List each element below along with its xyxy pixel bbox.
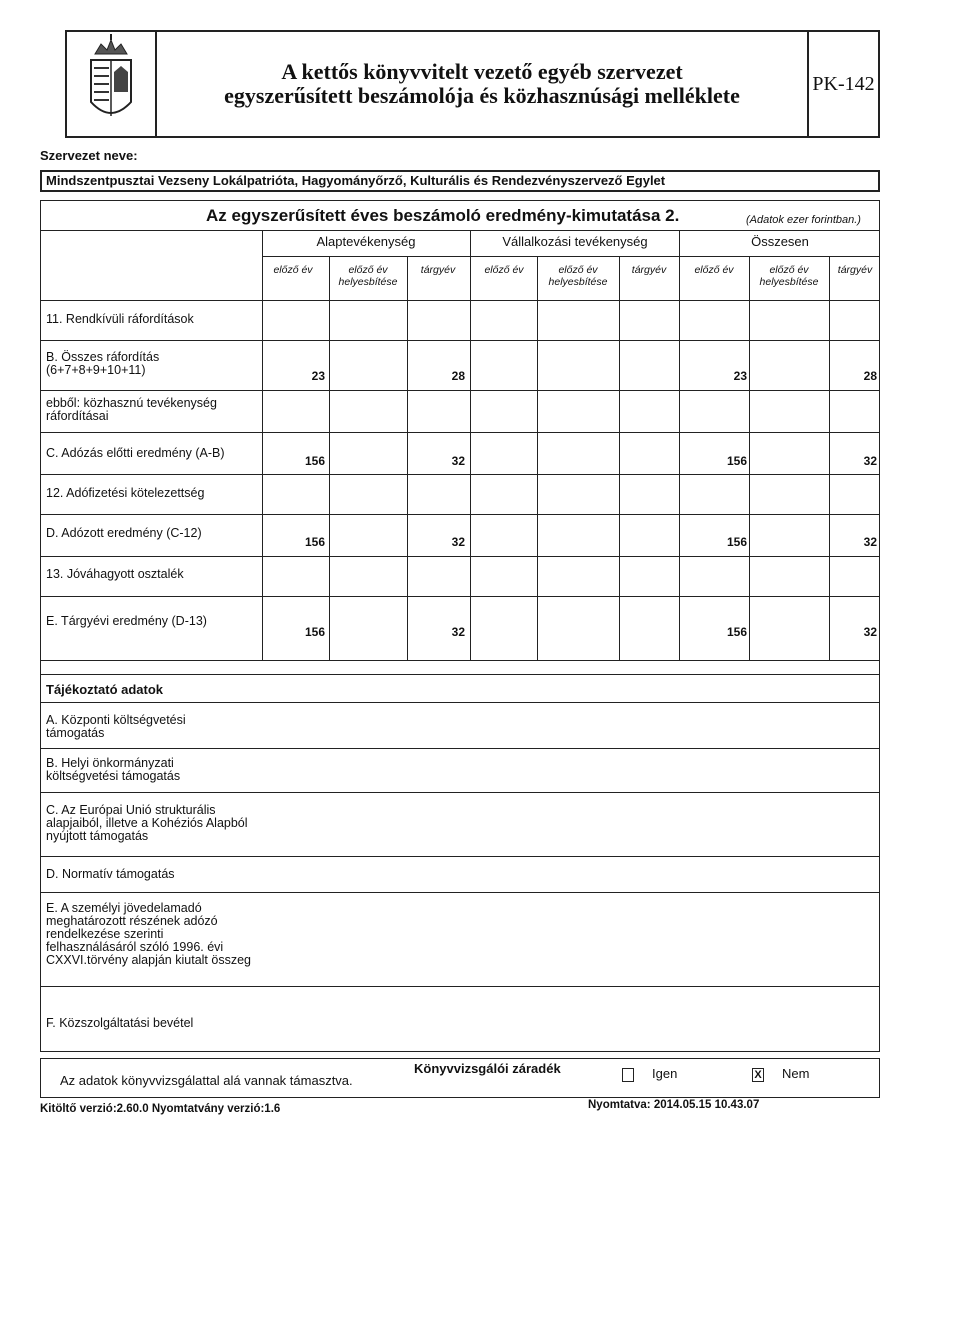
grid-line [40, 300, 880, 301]
grid-line [40, 596, 880, 597]
value-cell: 32 [451, 454, 465, 468]
form-title-line2: egyszerűsített beszámolója és közhasznúsági melléklete [224, 83, 740, 108]
grid-line [40, 856, 880, 857]
info-row-label: F. Közszolgáltatási bevétel [46, 1016, 194, 1030]
row-label: ebből: közhasznú tevékenység ráfordításai [46, 396, 217, 423]
info-row-label: E. A személyi jövedelamadó meghatározott részének adózó rendelkezése szerinti felhasználásáról szóló 1996. évi CXXVI.törvény alapján kiutalt összeg [46, 901, 251, 967]
row-label: 13. Jóváhagyott osztalék [46, 567, 184, 581]
grid-line [40, 702, 880, 703]
yes-checkbox[interactable] [622, 1068, 634, 1082]
org-name-label: Szervezet neve: [40, 148, 138, 163]
grid-line [40, 432, 880, 433]
row-label: 11. Rendkívüli ráfordítások [46, 312, 194, 326]
value-cell: 156 [726, 625, 747, 639]
grid-line [619, 256, 620, 660]
row-label: C. Adózás előtti eredmény (A-B) [46, 446, 225, 460]
value-cell: 23 [733, 369, 747, 383]
col-corr-1: előző év helyesbítése [338, 264, 398, 288]
group-header-total: Összesen [751, 234, 809, 249]
col-prev-3: előző év [694, 264, 734, 276]
yes-label: Igen [652, 1066, 678, 1081]
org-name-field: Mindszentpusztai Vezseny Lokálpatrióta, Hagyományőrző, Kulturális és Rendezvényszervező Egylet [40, 170, 880, 192]
print-timestamp: Nyomtatva: 2014.05.15 10.43.07 [588, 1099, 760, 1111]
info-section-title: Tájékoztató adatok [46, 682, 164, 697]
no-label: Nem [782, 1066, 810, 1081]
report-title: Az egyszerűsített éves beszámoló eredmény-kimutatása 2. [206, 206, 680, 225]
value-cell: 156 [726, 454, 747, 468]
col-corr-3: előző év helyesbítése [759, 264, 819, 288]
audit-text: Az adatok könyvvizsgálattal alá vannak támasztva. [60, 1073, 353, 1088]
audit-title: Könyvvizsgálói záradék [414, 1061, 561, 1076]
col-prev-2: előző év [484, 264, 524, 276]
form-header [65, 30, 880, 138]
grid-line [40, 340, 880, 341]
row-label: E. Tárgyévi eredmény (D-13) [46, 614, 207, 628]
unit-note: (Adatok ezer forintban.) [746, 214, 861, 226]
value-cell: 156 [304, 625, 325, 639]
grid-line [40, 230, 880, 231]
grid-line [749, 256, 750, 660]
grid-line [40, 474, 880, 475]
value-cell: 32 [451, 535, 465, 549]
value-cell: 32 [863, 535, 877, 549]
no-checkbox[interactable]: X [752, 1068, 764, 1082]
col-prev-1: előző év [273, 264, 313, 276]
info-row-label: D. Normatív támogatás [46, 867, 175, 881]
grid-line [40, 748, 880, 749]
grid-line [537, 256, 538, 660]
info-row-label: A. Központi költségvetési támogatás [46, 713, 186, 740]
group-header-basic: Alaptevékenység [316, 234, 416, 249]
col-curr-3: tárgyév [837, 264, 873, 276]
value-cell: 156 [726, 535, 747, 549]
grid-line [40, 556, 880, 557]
value-cell: 32 [451, 625, 465, 639]
col-curr-1: tárgyév [420, 264, 456, 276]
value-cell: 32 [863, 625, 877, 639]
grid-line [40, 390, 880, 391]
form-title [157, 32, 809, 136]
value-cell: 32 [863, 454, 877, 468]
value-cell: 156 [304, 535, 325, 549]
value-cell: 28 [451, 369, 465, 383]
coat-of-arms-logo [67, 32, 157, 136]
grid-line [329, 256, 330, 660]
grid-line [40, 986, 880, 987]
form-code: PK-142 [812, 72, 875, 95]
grid-line [40, 660, 880, 661]
grid-line [40, 514, 880, 515]
col-curr-2: tárgyév [631, 264, 667, 276]
value-cell: 156 [304, 454, 325, 468]
grid-line [40, 674, 880, 675]
value-cell: 23 [311, 369, 325, 383]
col-corr-2: előző év helyesbítése [548, 264, 608, 288]
grid-line [40, 792, 880, 793]
grid-line [262, 256, 880, 257]
info-row-label: B. Helyi önkormányzati költségvetési támogatás [46, 756, 181, 783]
row-label: D. Adózott eredmény (C-12) [46, 526, 202, 540]
version-info: Kitöltő verzió:2.60.0 Nyomtatvány verzió:1.6 [40, 1103, 281, 1115]
info-row-label: C. Az Európai Unió strukturális alapjaiból, illetve a Kohéziós Alapból nyújtott támogatás [46, 803, 248, 843]
grid-line [40, 892, 880, 893]
row-label: B. Összes ráfordítás (6+7+8+9+10+11) [46, 350, 160, 377]
form-title-line1: A kettős könyvvitelt vezető egyéb szervezet [281, 59, 683, 84]
row-label: 12. Adófizetési kötelezettség [46, 486, 205, 500]
group-header-business: Vállalkozási tevékenység [502, 234, 648, 249]
value-cell: 28 [863, 369, 877, 383]
